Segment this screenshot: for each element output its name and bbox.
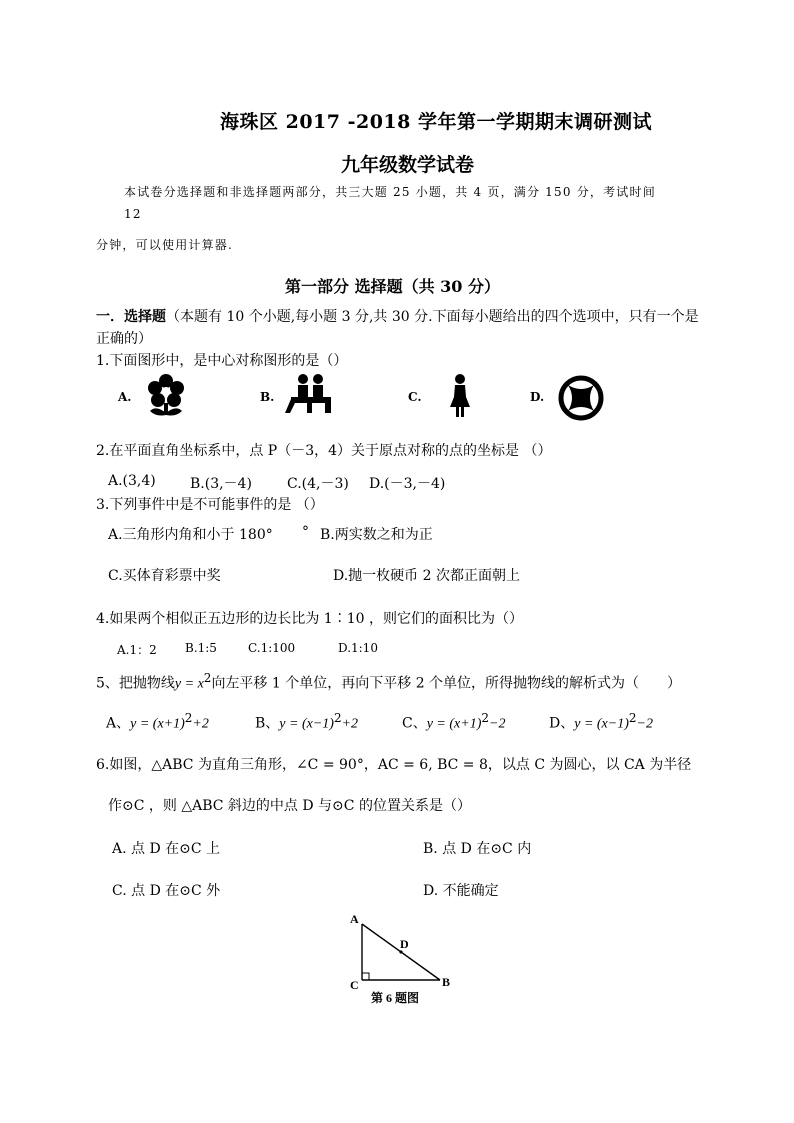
woman-icon bbox=[448, 373, 472, 419]
q4-option-c: C.1:100 bbox=[248, 641, 296, 655]
q5-option-b bbox=[255, 711, 358, 733]
q3-degree-mark: ° bbox=[302, 524, 309, 540]
q5-option-d bbox=[549, 711, 653, 733]
q5-option-d-expr: y = (x−1) bbox=[574, 716, 629, 732]
q5-text-prefix: 5、把抛物线 bbox=[96, 675, 175, 692]
question-5-text bbox=[96, 671, 681, 693]
q5-text-suffix: 向左平移 1 个单位，再向下平移 2 个单位，所得抛物线的解析式为（ ） bbox=[211, 675, 682, 692]
q4-option-b: B.1:5 bbox=[185, 641, 217, 655]
figure-label-d: D bbox=[400, 937, 409, 951]
section-instructions-text: （本题有 10 个小题,每小题 3 分,共 30 分.下面每小题给出的四个选项中，只有一个是 bbox=[166, 309, 699, 325]
q6-option-b: B. 点 D 在⊙C 内 bbox=[423, 841, 532, 857]
q5-option-d-tail: −2 bbox=[636, 716, 653, 732]
section-instructions-line-2: 正确的） bbox=[96, 331, 152, 347]
figure-caption: 第 6 题图 bbox=[371, 991, 420, 1005]
q5-option-c bbox=[402, 711, 505, 733]
figure-label-a: A bbox=[350, 912, 359, 926]
figure-label-b: B bbox=[442, 975, 451, 989]
section-instructions-line-1 bbox=[96, 306, 699, 326]
q3-option-a: A.三角形内角和小于 180° bbox=[108, 527, 273, 543]
section-instructions-prefix: 一．选择题 bbox=[96, 309, 166, 325]
q5-option-a-expr: y = (x+1) bbox=[130, 716, 185, 732]
q1-option-b-label: B. bbox=[260, 390, 275, 404]
q5-option-a bbox=[106, 711, 209, 733]
q5-option-b-exp: 2 bbox=[333, 711, 342, 725]
q3-option-c: C.买体育彩票中奖 bbox=[108, 568, 221, 584]
question-2-text: 2.在平面直角坐标系中，点 P（－3，4）关于原点对称的点的坐标是 （） bbox=[96, 443, 552, 459]
q5-text-exponent: 2 bbox=[203, 671, 212, 685]
right-angle-mark bbox=[362, 973, 369, 980]
q5-option-d-label: D、 bbox=[549, 715, 575, 732]
flower-icon bbox=[146, 373, 186, 419]
q6-option-a: A. 点 D 在⊙C 上 bbox=[112, 841, 221, 857]
q5-option-c-exp: 2 bbox=[481, 711, 490, 725]
intro-line-1: 本试卷分选择题和非选择题两部分，共三大题 25 小题，共 4 页，满分 150 分，考试时间 bbox=[124, 185, 656, 199]
q2-option-a: A.(3,4) bbox=[108, 473, 156, 489]
intro-line-2: 12 bbox=[124, 207, 142, 221]
q2-option-b: B.(3,－4) bbox=[190, 476, 252, 492]
question-4-text: 4.如果两个相似正五边形的边长比为 1∶10 ，则它们的面积比为（） bbox=[96, 611, 523, 627]
q5-option-c-tail: −2 bbox=[489, 716, 506, 732]
section-title: 第一部分 选择题（共 30 分） bbox=[285, 277, 500, 296]
q5-option-a-label: A、 bbox=[106, 715, 131, 732]
q5-option-b-expr: y = (x−1) bbox=[279, 716, 334, 732]
q5-option-b-label: B、 bbox=[255, 715, 280, 732]
q5-option-c-label: C、 bbox=[402, 715, 427, 732]
q5-option-a-tail: +2 bbox=[192, 716, 209, 732]
q4-option-d: D.1:10 bbox=[338, 641, 378, 655]
question-6-line-1: 6.如图，△ABC 为直角三角形，∠C = 90°，AC = 6, BC = 8，以点 C 为圆心，以 CA 为半径 bbox=[96, 757, 692, 773]
q1-option-c-label: C. bbox=[408, 390, 422, 404]
q5-option-c-expr: y = (x+1) bbox=[426, 716, 482, 732]
question-6-line-2: 作⊙C ，则 △ABC 斜边的中点 D 与⊙C 的位置关系是（） bbox=[108, 798, 471, 814]
q2-option-c: C.(4,－3) bbox=[287, 476, 349, 492]
q6-option-d: D. 不能确定 bbox=[423, 883, 499, 899]
q5-option-d-exp: 2 bbox=[628, 711, 637, 725]
question-1-text: 1.下面图形中，是中心对称图形的是（） bbox=[96, 353, 348, 369]
q4-option-a: A.1：2 bbox=[117, 643, 157, 657]
exam-subtitle: 九年级数学试卷 bbox=[341, 154, 475, 176]
exam-title: 海珠区 2017 -2018 学年第一学期期末调研测试 bbox=[220, 111, 652, 133]
crossed-circle-icon bbox=[558, 375, 604, 421]
two-people-sitting-icon bbox=[285, 373, 335, 415]
q5-text-expression: y = x bbox=[174, 676, 204, 692]
question-3-text: 3.下列事件中是不可能事件的是 （） bbox=[96, 497, 324, 513]
q6-option-c: C. 点 D 在⊙C 外 bbox=[112, 883, 221, 899]
q5-option-a-exp: 2 bbox=[184, 711, 193, 725]
q3-option-d: D.抛一枚硬币 2 次都正面朝上 bbox=[333, 568, 520, 584]
q2-option-d: D.(－3,－4) bbox=[369, 476, 446, 492]
figure-label-c: C bbox=[350, 978, 359, 992]
q3-option-b: B.两实数之和为正 bbox=[320, 527, 433, 543]
q1-option-a-label: A. bbox=[118, 390, 132, 404]
intro-line-3: 分钟，可以使用计算器. bbox=[96, 238, 234, 252]
q1-option-d-label: D. bbox=[530, 390, 545, 404]
q5-option-b-tail: +2 bbox=[341, 716, 359, 732]
